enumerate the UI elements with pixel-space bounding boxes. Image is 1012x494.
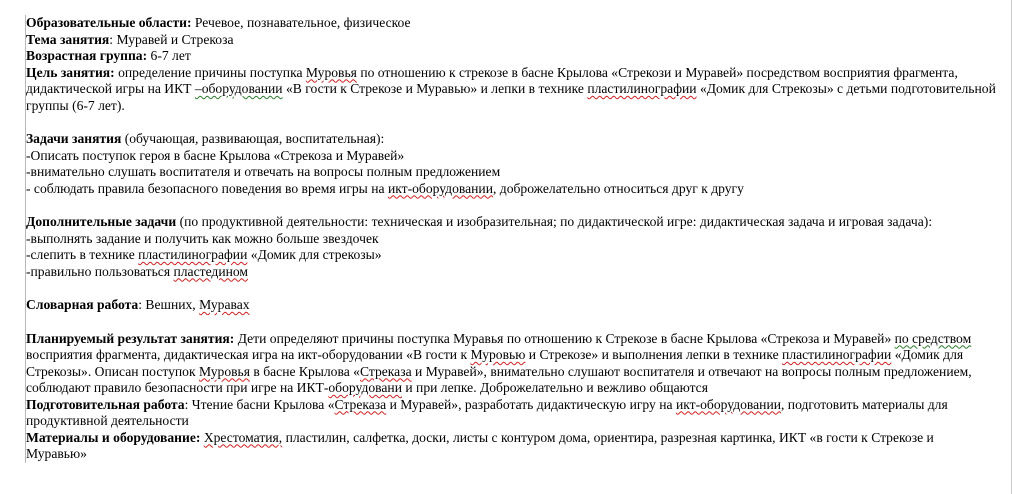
goal-misspelled-1: Муровья [305,64,357,80]
spacer [26,314,996,331]
extra-item-misspelled: пластедином [173,263,249,279]
areas-line [26,15,996,32]
vocab-misspelled: Муравах [199,297,250,312]
prep-label: Подготовительная работа [26,396,185,412]
tasks-item: -внимательно слушать воспитателя и отвечать на вопросы полным предложением [26,164,501,179]
vocab-line [26,297,996,314]
result-misspelled: Муровью [470,347,526,362]
extra-item-text: -правильно пользоваться [26,263,174,279]
topic-value: : Муравей и Стрекоза [109,31,234,47]
goal-label: Цель занятия: [26,64,115,80]
result-misspelled: оборудовани [328,380,402,395]
goal-misspelled-2: пластилинографии [587,81,697,96]
topic-line [26,32,996,49]
spacer [26,114,996,131]
tasks-label: Задачи занятия [26,131,122,146]
topic-label: Тема занятия [26,31,110,47]
spacer [26,197,996,214]
goal-text-2: по отношению к стрекозе в басне Крылова «Стрекози и Муравей» посредством восприятия фрагмента, дидактической игры на ИКТ [26,64,958,96]
extra-item-text: «Домик для стрекозы» [247,247,382,262]
prep-text: : Чтение басни Крылова « [184,396,335,412]
materials-text: пластилин, салфетка, доски, листы с контуром дома, ориентира, разрезная картинка, ИКТ «в гости к Стрекозе и Муравью» [26,429,934,461]
extra-label: Дополнительные задачи [26,214,177,229]
extra-item [26,264,996,281]
tasks-item-text: , доброжелательно относиться друг к другу [492,180,744,196]
tasks-item-text: - соблюдать правила безопасного поведения во время игры на [26,180,388,196]
prep-misspelled: Стреказа [334,396,387,412]
age-line [26,48,996,65]
age-value: 6-7 лет [147,48,191,63]
prep-text: , подготовить материалы для продуктивной деятельности [26,396,948,428]
prep-misspelled: икт-оборудовании [675,396,781,412]
tasks-label-note: (обучающая, развивающая, воспитательная): [121,131,385,146]
extra-heading [26,214,996,231]
materials-label: Материалы и оборудование: [26,429,201,445]
result-misspelled: пластилинографии [782,347,892,362]
goal-paragraph [26,65,996,115]
extra-item: -выполнять задание и получить как можно больше звездочек [26,230,379,246]
materials-misspelled: Хрестоматия, [203,429,283,445]
result-text: Дети определяют причины поступка Муравья по отношению к Стрекозе в басне Крылова «Стрекоза и Муравей» [234,330,895,346]
goal-text-1: определение причины поступка [114,64,306,80]
vocab-text: : Вешних, [138,297,200,312]
extra-label-note: (по продуктивной деятельности: техническая и изобразительная; по дидактической игре: дидактическая задача и игровая задача): [176,214,933,229]
materials-paragraph [26,430,996,463]
age-label: Возрастная группа: [26,48,148,63]
goal-text-4: «Домик для Стрекозы» с детьми подготовительной группы (6-7 лет). [26,81,996,113]
result-text: и при лепке. Доброжелательно и вежливо общаются [401,380,708,395]
vocab-label: Словарная работа [26,297,139,312]
tasks-item-misspelled: икт-оборудовании [387,180,493,196]
goal-text-3: «В гости к Стрекозе и Муравью» и лепки в технике [282,81,588,96]
goal-grammar-1: –оборудовании [194,81,283,96]
result-label: Планируемый результат занятия: [26,330,235,346]
result-text: и Стрекозе» и выполнения лепки в технике [525,347,783,362]
prep-text: и Муравей», разработать дидактическую игру на [386,396,676,412]
tasks-heading [26,131,996,148]
extra-item-misspelled: пластилинографии [138,247,248,262]
spacer [26,280,996,297]
result-text: «Домик для Стрекозы». Описан поступок [26,347,964,379]
result-grammar: по средством [894,330,972,346]
tasks-item [26,181,996,198]
result-misspelled: Муровья [198,363,250,379]
extra-item-text: -слепить в технике [26,247,139,262]
result-misspelled: Стреказа [359,363,412,379]
result-text: в басне Крылова « [250,363,360,379]
extra-item [26,247,996,264]
areas-value: Речевое, познавательное, физическое [191,15,411,30]
result-text: и Муравей», внимательно слушают воспитателя и отвечают на вопросы полным предложением, соблюдают правило безопасности при игре на ИКТ- [26,363,972,395]
document-body [25,15,996,463]
areas-label: Образовательные области: [26,15,192,30]
prep-paragraph [26,397,996,430]
tasks-item: -Описать поступок героя в басне Крылова «Стрекоза и Муравей» [26,147,405,163]
result-text: восприятия фрагмента, дидактическая игра на икт-оборудовании «В гости к [26,347,471,362]
result-paragraph [26,331,996,397]
